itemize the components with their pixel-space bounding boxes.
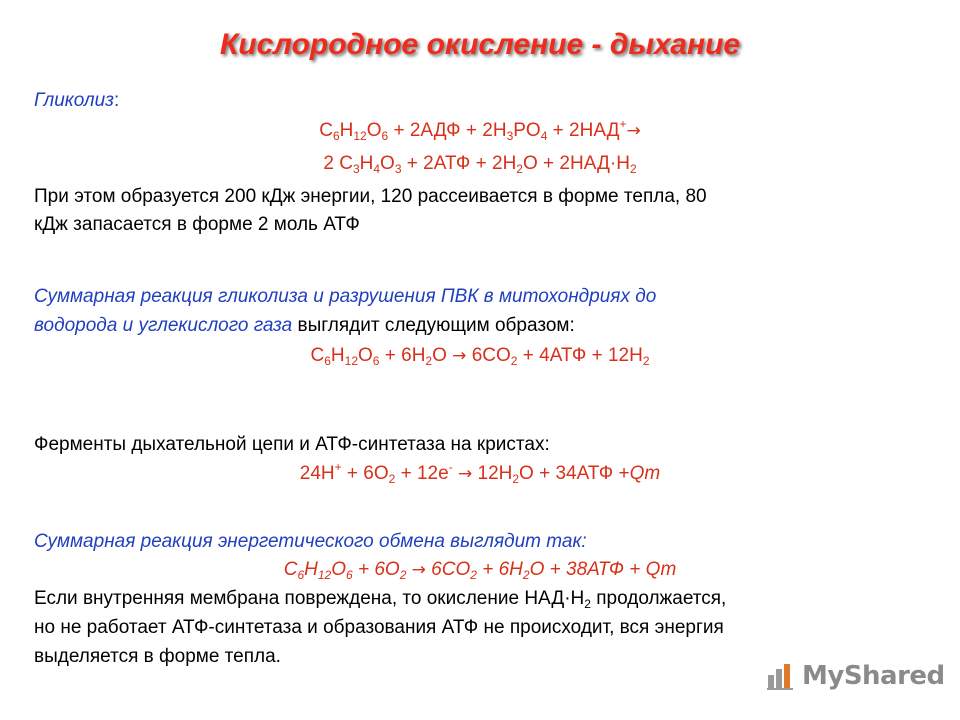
summary2-paragraph-line-1 [34,587,934,611]
summary1-line-2-italic: водорода и углекислого газа [34,315,293,336]
glycolysis-note-line-1: При этом образуется 200 кДж энергии, 120 рассеивается в форме тепла, 80 [34,186,707,207]
eq-subscript: 2 [470,568,477,582]
eq-term: H [330,345,345,366]
eq-superscript: + [334,460,342,474]
myshared-logo [766,656,945,696]
eq-subscript: 6 [346,568,353,582]
eq-subscript: 6 [381,129,389,143]
summary2-paragraph-line-2: но не работает АТФ-синтетаза и образования АТФ не происходит, вся энергия [34,617,724,638]
arrow-icon: → [626,121,641,141]
eq-subscript: 2 [522,568,530,582]
eq-subscript: 2 [629,162,637,176]
summary1-line-2 [34,314,934,338]
glycolysis-note-line-2: кДж запасается в форме 2 моль АТФ [34,214,360,235]
eq-term: + 2АДФ + 2H [388,120,507,141]
eq-subscript: 4 [373,162,381,176]
eq-term: O [366,120,382,141]
eq-term: O [380,153,395,174]
enzymes-equation [0,462,960,486]
paragraph-text: Если внутренняя мембрана повреждена, то окисление НАД·H [34,588,585,609]
eq-subscript: 2 [512,472,520,486]
eq-term: + 6H [379,345,426,366]
eq-term: + 6H [476,559,523,580]
summary2-equation [0,558,960,582]
eq-term: 12H [472,463,513,484]
eq-subscript: 4 [540,129,548,143]
enzymes-line: Ферменты дыхательной цепи и АТФ-синтетаза на кристах: [34,434,550,455]
eq-term: 6CO [425,559,471,580]
eq-term: O [358,345,373,366]
eq-term: + 6O [352,559,400,580]
eq-subscript: 3 [394,162,402,176]
eq-term: H [339,120,354,141]
eq-term: + 12e [395,463,449,484]
eq-term: PO [513,120,541,141]
eq-term: Qm [629,463,661,484]
eq-term: O + 34АТФ + [519,463,630,484]
summary1-line-2-rest: выглядит следующим образом: [292,315,575,336]
eq-superscript: - [448,460,453,474]
logo-text: MyShared [802,661,945,691]
eq-term: + 2АТФ + 2H [401,153,517,174]
eq-subscript: 2 [642,354,650,368]
paragraph-text: продолжается, [590,588,727,609]
glycolysis-colon: : [114,90,120,111]
eq-term: H [304,559,318,580]
eq-term: 24H [299,463,335,484]
eq-term: C [310,345,325,366]
arrow-icon: → [452,346,467,366]
glycolysis-equation-1 [0,119,960,143]
eq-term: 6CO [466,345,511,366]
eq-subscript: 6 [297,568,305,582]
eq-subscript: 12 [317,568,332,582]
arrow-icon: → [457,464,473,484]
eq-subscript: 2 [510,354,518,368]
eq-term: 2 C [323,153,353,174]
summary1-line-1: Суммарная реакция гликолиза и разрушения ПВК в митохондриях до [34,286,657,307]
eq-subscript: 2 [584,597,591,611]
eq-term: H [359,153,374,174]
summary2-line: Суммарная реакция энергетического обмена выглядит так: [34,531,587,552]
eq-term: O [331,559,346,580]
eq-term: + 4АТФ + 12H [517,345,643,366]
eq-term: O + 2НАД·H [522,153,630,174]
eq-subscript: 3 [506,129,514,143]
eq-term: + 6O [341,463,389,484]
eq-term: O [432,345,453,366]
arrow-icon: → [411,560,426,580]
eq-subscript: 3 [352,162,360,176]
eq-term: + 2НАД [547,120,620,141]
eq-subscript: 12 [353,129,367,143]
eq-superscript: + [619,117,627,131]
eq-subscript: 2 [425,354,433,368]
glycolysis-equation-2 [0,152,960,176]
page-title: Кислородное окисление - дыхание [219,28,741,61]
eq-subscript: 2 [516,162,523,176]
glycolysis-label: Гликолиз [34,90,115,111]
eq-subscript: 2 [388,472,396,486]
eq-subscript: 6 [324,354,331,368]
eq-term: C [319,120,333,141]
glycolysis-heading [34,89,934,113]
eq-subscript: 6 [372,354,380,368]
eq-subscript: 12 [344,354,358,368]
eq-term: O + 38АТФ + Qm [529,559,677,580]
eq-term: C [283,559,298,580]
myshared-logo-icon [766,661,796,691]
eq-subscript: 2 [399,568,407,582]
summary1-equation [0,344,960,368]
eq-subscript: 6 [332,129,340,143]
summary2-paragraph-line-3: выделяется в форме тепла. [34,646,281,667]
